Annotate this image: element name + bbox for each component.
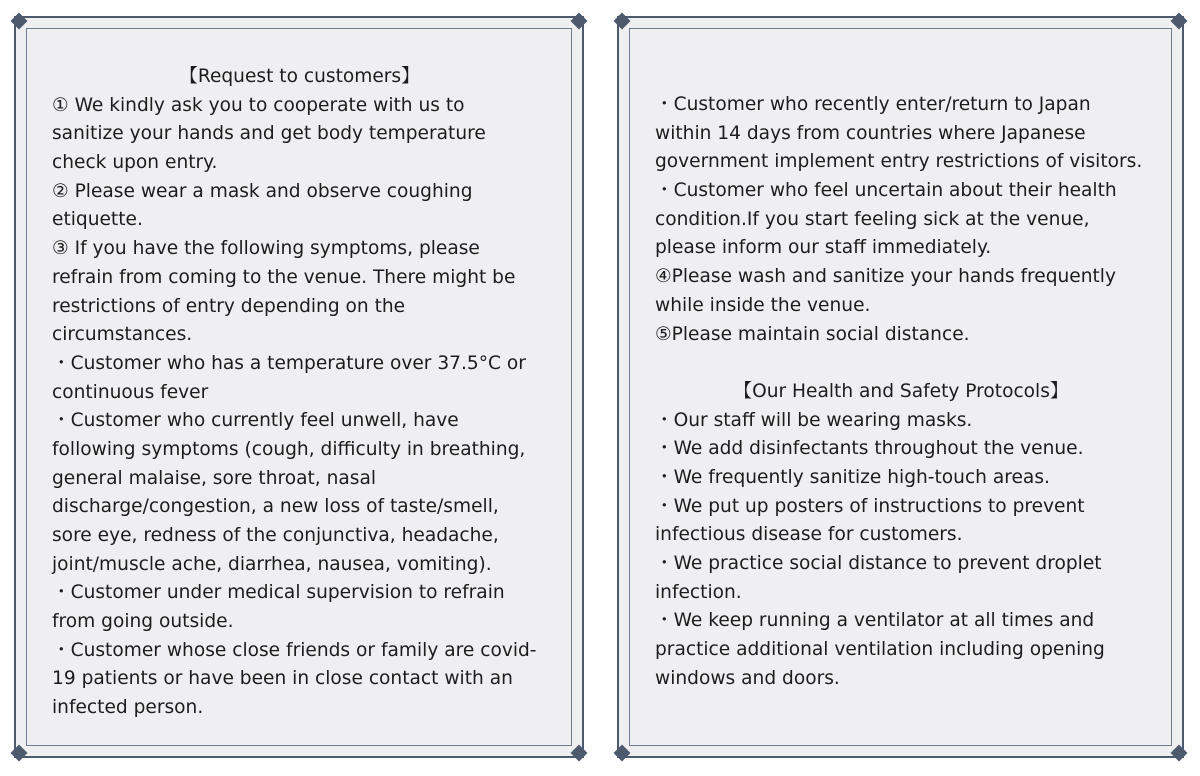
text-line: infectious disease for customers. bbox=[655, 524, 963, 546]
left-notice-text bbox=[52, 63, 572, 723]
corner-ornament bbox=[571, 13, 588, 30]
text-line: sanitize your hands and get body temperature bbox=[52, 123, 486, 145]
text-line: while inside the venue. bbox=[655, 294, 871, 316]
text-line: ・Customer whose close friends or family are covid- bbox=[52, 639, 537, 661]
corner-ornament bbox=[571, 745, 588, 762]
text-line: joint/muscle ache, diarrhea, nausea, vomiting). bbox=[52, 553, 492, 575]
text-line: infection. bbox=[655, 581, 742, 603]
text-line: ⑤Please maintain social distance. bbox=[655, 323, 970, 345]
text-line: ③ If you have the following symptoms, please bbox=[52, 238, 480, 260]
blank-line bbox=[655, 349, 1172, 378]
text-line: ・Customer under medical supervision to refrain bbox=[52, 582, 505, 604]
corner-ornament bbox=[11, 13, 28, 30]
text-line: ・Customer who currently feel unwell, have bbox=[52, 410, 459, 432]
text-line: 19 patients or have been in close contact with an bbox=[52, 668, 513, 690]
text-line: ・We keep running a ventilator at all times and bbox=[655, 610, 1095, 632]
left-notice-panel bbox=[14, 16, 584, 758]
text-line: from going outside. bbox=[52, 611, 234, 633]
text-line: condition.If you start feeling sick at the venue, bbox=[655, 208, 1090, 230]
text-line: following symptoms (cough, difficulty in breathing, bbox=[52, 438, 526, 460]
text-line: ① We kindly ask you to cooperate with us to bbox=[52, 94, 465, 116]
text-line: ・We add disinfectants throughout the venue. bbox=[655, 438, 1084, 460]
text-line: infected person. bbox=[52, 697, 204, 719]
corner-ornament bbox=[614, 13, 631, 30]
section-heading: 【Request to customers】 bbox=[179, 66, 420, 87]
text-line: government implement entry restrictions of visitors. bbox=[655, 151, 1143, 173]
text-line: ・We put up posters of instructions to prevent bbox=[655, 495, 1085, 517]
text-line: ・We frequently sanitize high-touch areas. bbox=[655, 466, 1050, 488]
text-line: ・Customer who has a temperature over 37.5°C or bbox=[52, 352, 526, 374]
text-line: windows and doors. bbox=[655, 667, 840, 689]
corner-ornament bbox=[11, 745, 28, 762]
text-line: continuous fever bbox=[52, 381, 209, 403]
section-heading: 【Our Health and Safety Protocols】 bbox=[733, 380, 1069, 402]
text-line: practice additional ventilation including opening bbox=[655, 639, 1105, 661]
right-notice-text bbox=[655, 91, 1172, 693]
corner-ornament bbox=[1171, 13, 1188, 30]
corner-ornament bbox=[1171, 745, 1188, 762]
text-line: ② Please wear a mask and observe coughing bbox=[52, 180, 473, 202]
text-line: general malaise, sore throat, nasal bbox=[52, 467, 377, 489]
text-line: discharge/congestion, a new loss of taste/smell, bbox=[52, 496, 499, 518]
right-notice-panel bbox=[617, 16, 1184, 758]
text-line: sore eye, redness of the conjunctiva, headache, bbox=[52, 525, 499, 546]
text-line: within 14 days from countries where Japanese bbox=[655, 122, 1086, 144]
text-line: refrain from coming to the venue. There might be bbox=[52, 266, 516, 288]
text-line: ・Customer who feel uncertain about their health bbox=[655, 180, 1117, 202]
text-line: check upon entry. bbox=[52, 152, 218, 174]
corner-ornament bbox=[614, 745, 631, 762]
text-line: etiquette. bbox=[52, 209, 143, 231]
text-line: circumstances. bbox=[52, 324, 193, 346]
text-line: please inform our staff immediately. bbox=[655, 237, 992, 259]
text-line: ・Customer who recently enter/return to Japan bbox=[655, 94, 1091, 115]
text-line: ・Our staff will be wearing masks. bbox=[655, 409, 973, 431]
text-line: ④Please wash and sanitize your hands frequently bbox=[655, 266, 1116, 288]
text-line: ・We practice social distance to prevent droplet bbox=[655, 553, 1102, 574]
text-line: restrictions of entry depending on the bbox=[52, 295, 406, 317]
